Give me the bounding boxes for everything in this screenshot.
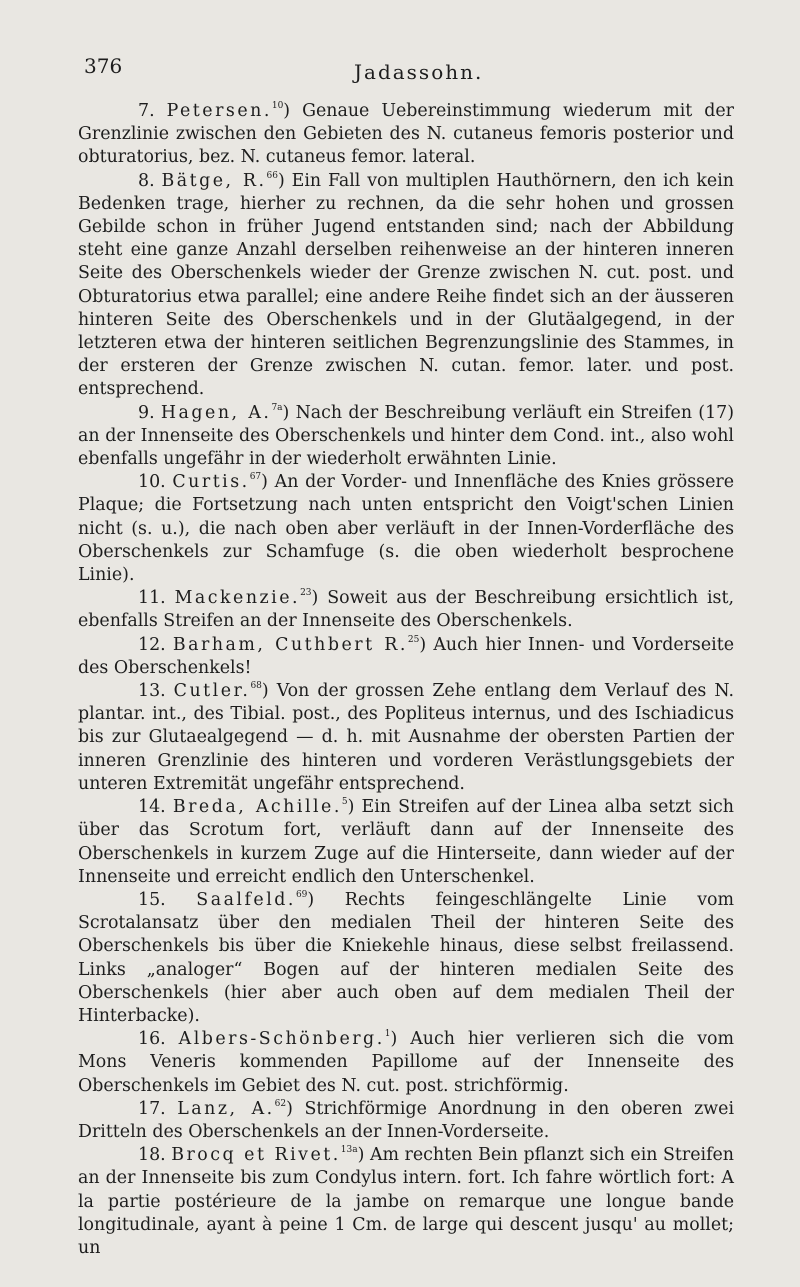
entry-paragraph: 10. Curtis.$^{67}$) An der Vorder- und Innenfläche des Knies grössere Plaque; die Fortsetzung nach unten entspricht den Voigt'schen Linien nicht (s. u.), die nach oben aber verläuft in der Innen-Vorderfläche des Oberschenkels zur Schamfuge (s. die oben wiederholt besprochene Linie).: [78, 472, 734, 586]
entry-text: ) Auch hier Innen- und Vorderseite des Oberschenkels!: [78, 634, 734, 678]
entry-author: Petersen.: [166, 101, 272, 121]
entry-paragraph: 15. Saalfeld.$^{69}$) Rechts feingeschlängelte Linie vom Scrotalansatz über den medialen Theil der hinteren Seite des Oberschenkels bis über die Kniekehle hinaus, diese selbst freilassend. Links „analoger“ Bogen auf der hinteren medialen Seite des Oberschenkels (hier aber auch oben auf dem medialen Theil der Hinterbacke).: [78, 889, 735, 1026]
entry-text: ) Rechts feingeschlängelte Linie vom Scrotalansatz über den medialen Theil der hinteren Seite des Oberschenkels bis über die Kniekehle hinaus, diese selbst freilassend. Links „analoger“ Bogen auf der hinteren medialen Seite des Oberschenkels (hier aber auch oben auf dem medialen Theil der Hinterbacke).: [78, 889, 735, 1026]
entry-author: Mackenzie.: [174, 588, 301, 609]
entry-text: ) Ein Fall von multiplen Hauthörnern, den ich kein Bedenken trage, hierher zu rechnen, da die sehr hohen und grossen Gebilde schon in früher Jugend entstanden sind; nach der Abbildung steht eine ganze Anzahl derselben reihenweise an der hinteren inneren Seite des Oberschenkels wieder der Grenze zwischen N. cut. post. und Obturatorius etwa parallel; eine andere Reihe findet sich an der äusseren hinteren Seite des Oberschenkels und in der Glutäalgegend, in der letzteren etwa der hinteren seitlichen Begrenzungslinie des Stammes, in der ersteren der Grenze zwischen N. cutan. femor. later. und post. entsprechend.: [78, 170, 734, 400]
reference-number: 7a: [271, 402, 283, 413]
reference-number: 62: [274, 1098, 287, 1109]
entry-paragraph: 17. Lanz, A.$^{62}$) Strichförmige Anordnung in den oberen zwei Dritteln des Oberschenkels an der Innen-Vorderseite.: [78, 1098, 735, 1142]
entry-text: ) An der Vorder- und Innenfläche des Knies grössere Plaque; die Fortsetzung nach unten entspricht den Voigt'schen Linien nicht (s. u.), die nach oben aber verläuft in der Innen-Vorderfläche des Oberschenkels zur Schamfuge (s. die oben wiederholt besprochene Linie).: [78, 472, 734, 586]
entry-text: ) Am rechten Bein pflanzt sich ein Streifen an der Innenseite bis zum Condylus intern. fort. Ich fahre wörtlich fort: A la partie postérieure de la jambe on remarque une longue bande longitudinale, ayant à peine 1 Cm. de large qui descent jusqu' au mollet; un: [78, 1145, 735, 1258]
reference-number: 25: [407, 634, 420, 645]
reference-number: 1: [384, 1029, 391, 1040]
reference-number: 13a: [340, 1145, 358, 1156]
entry-author: Brocq et Rivet.: [171, 1145, 341, 1166]
entry-author: Bätge, R.: [161, 170, 267, 191]
entry-text: ) Strichförmige Anordnung in den oberen zwei Dritteln des Oberschenkels an der Innen-Vorderseite.: [78, 1098, 735, 1142]
entry-paragraph: 7. Petersen.$^{10}$) Genaue Uebereinstimmung wiederum mit der Grenzlinie zwischen den Gebieten des N. cutaneus femoris posterior und obturatorius, bez. N. cutaneus femor. lateral.: [78, 101, 734, 168]
reference-number: 10: [271, 101, 284, 111]
entry-author: Barham, Cuthbert R.: [172, 634, 408, 655]
entry-author: Lanz, A.: [177, 1098, 275, 1119]
entry-text: ) Ein Streifen auf der Linea alba setzt sich über das Scrotum fort, verläuft dann auf der Innenseite des Oberschenkels in kurzem Zuge auf die Hinterseite, dann wieder auf der Innenseite und erreicht endlich den Unterschenkel.: [78, 797, 735, 887]
running-head: Jadassohn.: [354, 60, 484, 84]
entry-paragraph: 12. Barham, Cuthbert R.$^{25}$) Auch hier Innen- und Vorderseite des Oberschenkels!: [78, 634, 734, 678]
reference-number: 66: [266, 170, 278, 181]
entry-author: Saalfeld.: [196, 889, 296, 910]
entry-text: ) Auch hier verlieren sich die vom Mons Veneris kommenden Papillome auf der Innenseite des Oberschenkels im Gebiet des N. cut. post. strichförmig.: [78, 1029, 735, 1096]
entry-author: Curtis.: [172, 472, 250, 493]
entry-paragraph: 8. Bätge, R.$^{66}$) Ein Fall von multiplen Hauthörnern, den ich kein Bedenken trage, hierher zu rechnen, da die sehr hohen und grossen Gebilde schon in früher Jugend entstanden sind; nach der Abbildung steht eine ganze Anzahl derselben reihenweise an der hinteren inneren Seite des Oberschenkels wieder der Grenze zwischen N. cut. post. und Obturatorius etwa parallel; eine andere Reihe findet sich an der äusseren hinteren Seite des Oberschenkels und in der Glutäalgegend, in der letzteren etwa der hinteren seitlichen Begrenzungslinie des Stammes, in der ersteren der Grenze zwischen N. cutan. femor. later. und post. entsprechend.: [78, 170, 734, 400]
entry-paragraph: 16. Albers-Schönberg.$^1$) Auch hier verlieren sich die vom Mons Veneris kommenden Papillome auf der Innenseite des Oberschenkels im Gebiet des N. cut. post. strichförmig.: [78, 1029, 735, 1096]
reference-number: 68: [250, 681, 262, 692]
entry-paragraph: 11. Mackenzie.$^{23}$) Soweit aus der Beschreibung ersichtlich ist, ebenfalls Streifen an der Innenseite des Oberschenkels.: [78, 588, 734, 632]
body-text: [78, 100, 734, 1260]
entry-paragraph: 18. Brocq et Rivet.$^{13a}$) Am rechten Bein pflanzt sich ein Streifen an der Innenseite bis zum Condylus intern. fort. Ich fahre wörtlich fort: A la partie postérieure de la jambe on remarque une longue bande longitudinale, ayant à peine 1 Cm. de large qui descent jusqu' au mollet; un: [78, 1145, 735, 1258]
entry-author: Breda, Achille.: [172, 797, 342, 818]
reference-number: 23: [300, 588, 312, 599]
entry-paragraph: 13. Cutler.$^{68}$) Von der grossen Zehe entlang dem Verlauf des N. plantar. int., des Tibial. post., des Popliteus internus, und des Ischiadicus bis zur Glutaealgegend — d. h. mit Ausnahme der obersten Partien der inneren Grenzlinie des hinteren und vorderen Verästlungsgebiets der unteren Extremität ungefähr entsprechend.: [78, 681, 734, 794]
reference-number: 67: [249, 472, 262, 483]
entry-paragraph: 9. Hagen, A.$^{7a}$) Nach der Beschreibung verläuft ein Streifen (17) an der Innenseite des Oberschenkels und hinter dem Cond. int., also wohl ebenfalls ungefähr in der wiederholt erwähnten Linie.: [78, 402, 735, 470]
entry-text: ) Von der grossen Zehe entlang dem Verlauf des N. plantar. int., des Tibial. post., des Popliteus internus, und des Ischiadicus bis zur Glutaealgegend — d. h. mit Ausnahme der obersten Partien der inneren Grenzlinie des hinteren und vorderen Verästlungsgebiets der unteren Extremität ungefähr entsprechend.: [78, 681, 734, 794]
page-header: [78, 46, 734, 86]
entry-author: Albers-Schönberg.: [178, 1029, 385, 1050]
entry-author: Cutler.: [173, 681, 251, 702]
entry-text: ) Soweit aus der Beschreibung ersichtlich ist, ebenfalls Streifen an der Innenseite des Oberschenkels.: [78, 588, 734, 632]
entry-text: ) Genaue Uebereinstimmung wiederum mit der Grenzlinie zwischen den Gebieten des N. cutaneus femoris posterior und obturatorius, bez. N. cutaneus femor. lateral.: [78, 101, 734, 168]
reference-number: 5: [341, 797, 348, 808]
page-number: 376: [84, 54, 123, 78]
reference-number: 69: [295, 889, 308, 900]
entry-paragraph: 14. Breda, Achille.$^5$) Ein Streifen auf der Linea alba setzt sich über das Scrotum fort, verläuft dann auf der Innenseite des Oberschenkels in kurzem Zuge auf die Hinterseite, dann wieder auf der Innenseite und erreicht endlich den Unterschenkel.: [78, 797, 735, 887]
entry-author: Hagen, A.: [160, 402, 272, 423]
entry-text: ) Nach der Beschreibung verläuft ein Streifen (17) an der Innenseite des Oberschenkels und hinter dem Cond. int., also wohl ebenfalls ungefähr in der wiederholt erwähnten Linie.: [78, 402, 735, 470]
